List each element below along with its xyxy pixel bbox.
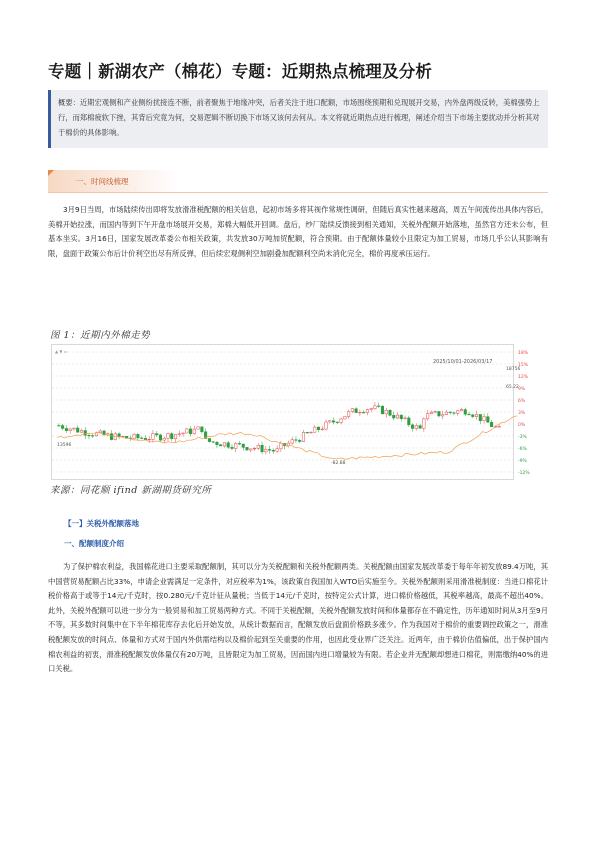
candle-body xyxy=(265,449,268,451)
candle-body xyxy=(321,429,324,430)
candle-body xyxy=(189,429,192,434)
candle-body xyxy=(302,432,305,441)
candle-body xyxy=(396,415,399,418)
candle-body xyxy=(351,409,354,412)
candle-body xyxy=(456,411,459,414)
candle-body xyxy=(479,414,482,420)
candle-body xyxy=(359,412,362,413)
candle-body xyxy=(430,412,433,413)
candle-body xyxy=(69,429,72,431)
candle-body xyxy=(148,439,151,440)
candle-body xyxy=(370,409,373,410)
figure-caption: 图 1：近期内外棉走势 xyxy=(50,330,151,341)
candle-body xyxy=(471,415,474,417)
paragraph-timeline-text: 3月9日当周，市场陆续传出即将发放滑准税配额的相关信息，起初市场多将其视作常规性调研，但随后真实性越来越高，周五午间流传出具体内容后，美棉开始拉涨，而国内等到下午开盘市场展开交易，郑棉大幅低开回调。盘后，纱厂陆续反馈接到相关通知，关税外配额开始落地，虽然官方还未公布，但基本坐实。3月16日，国家发展改革委公布相关政策，共发放30万吨加贸配额，符合预期。由于配额体量较小且限定为加工贸易，市场几乎公认其影响有限，盘面于政策公布后计价利空出尽有所反弹，但后续宏观侧利空加剧叠加配额利空尚未消化完全，棉价再度承压运行。 xyxy=(48,205,548,258)
subheading-quota: 【一】关税外配额落地 xyxy=(64,519,139,528)
candle-body xyxy=(340,419,343,422)
candle-body xyxy=(404,418,407,419)
candle-body xyxy=(155,434,158,435)
candle-body xyxy=(268,449,271,450)
candle-body xyxy=(389,410,392,415)
paragraph-quota xyxy=(48,560,548,677)
candle-body xyxy=(272,450,275,451)
summary-text: 概要：近期宏观侧和产业侧纷扰接连不断，前者聚焦于地缘冲突，后者关注于进口配额，市场围绕预期和兑现展开交易，内外盘两级反转，美棉强势上行，而郑棉疲软下挫，其背后究竟为何，交易逻辑不断切换下市场又该何去何从。本文将就近期热点进行梳理，阐述介绍当下市场主要扰动并分析其对于棉价的具体影响。 xyxy=(58,98,540,137)
summary-box xyxy=(48,90,548,148)
candle-body xyxy=(490,422,493,426)
candle-body xyxy=(291,440,294,443)
candle-body xyxy=(144,438,147,440)
candle-body xyxy=(242,444,245,447)
section-divider xyxy=(48,192,548,193)
candle-body xyxy=(140,438,143,439)
candle-body xyxy=(498,426,501,427)
candle-body xyxy=(464,410,467,415)
candle-body xyxy=(159,435,162,440)
candle-body xyxy=(212,442,215,443)
candle-body xyxy=(332,421,335,422)
candle-body xyxy=(483,417,486,421)
candle-body xyxy=(487,417,490,423)
candle-body xyxy=(91,436,94,437)
candle-body xyxy=(423,419,426,428)
candle-body xyxy=(419,426,422,429)
candle-body xyxy=(295,440,298,441)
candle-body xyxy=(88,435,91,436)
document-title: 专题｜新湖农产（棉花）专题：近期热点梳理及分析 xyxy=(48,62,433,81)
candle-body xyxy=(186,429,189,433)
candle-body xyxy=(400,415,403,419)
chart-low-label: -82.88 xyxy=(331,461,346,466)
right-axis-tick: 9% xyxy=(518,387,526,392)
chart-svg xyxy=(51,344,548,480)
chart-left-label: 13596 xyxy=(57,443,72,448)
candle-body xyxy=(317,427,320,430)
candle-body xyxy=(310,432,313,433)
candle-body xyxy=(408,418,411,425)
candle-body xyxy=(133,434,136,438)
candle-body xyxy=(381,406,384,414)
chart-legend-text: 2025/10/01-2026/03/17 xyxy=(433,359,493,365)
candle-body xyxy=(110,434,113,440)
candle-body xyxy=(253,448,256,449)
candle-body xyxy=(445,412,448,415)
candle-body xyxy=(468,414,471,415)
chart-corner-text: ▲ ▼ ▭ xyxy=(55,349,68,354)
candle-body xyxy=(249,449,252,450)
right-axis-tick: 3% xyxy=(518,411,526,416)
chart-high-label: 18756 xyxy=(506,367,521,372)
candle-body xyxy=(227,443,230,448)
candle-body xyxy=(152,434,155,440)
candle-body xyxy=(125,436,128,438)
candle-body xyxy=(61,426,64,429)
candle-body xyxy=(453,413,456,414)
candle-body xyxy=(313,427,316,432)
candle-body xyxy=(441,415,444,416)
candle-body xyxy=(280,443,283,448)
right-axis-tick: -9% xyxy=(518,459,527,464)
candle-body xyxy=(426,414,429,419)
candle-body xyxy=(80,431,83,433)
candle-body xyxy=(355,409,358,413)
section-corner-mark xyxy=(48,170,54,176)
candle-body xyxy=(434,411,437,412)
chart-source: 来源：同花顺 ifind 新湖期货研究所 xyxy=(50,485,212,496)
candle-body xyxy=(234,443,237,448)
candle-body xyxy=(238,443,241,444)
candle-body xyxy=(385,410,388,414)
candle-body xyxy=(374,406,377,409)
candle-body xyxy=(231,447,234,448)
candle-body xyxy=(178,434,181,435)
candle-body xyxy=(219,445,222,446)
candle-body xyxy=(197,427,200,429)
section-header xyxy=(48,170,548,192)
candle-body xyxy=(261,445,264,452)
subheading-quota-intro: 一、配额制度介绍 xyxy=(64,539,124,548)
candle-body xyxy=(208,438,211,441)
section-label: 一、时间线梳理 xyxy=(76,177,129,186)
price-chart xyxy=(51,344,548,480)
candle-body xyxy=(438,411,441,415)
candle-body xyxy=(344,416,347,419)
right-axis-tick: 0% xyxy=(518,423,526,428)
candle-body xyxy=(377,406,380,407)
candle-body xyxy=(216,442,219,445)
candle-body xyxy=(366,410,369,413)
candle-body xyxy=(347,411,350,416)
right-axis-tick: -3% xyxy=(518,435,527,440)
candle-body xyxy=(65,428,68,430)
candle-body xyxy=(193,429,196,434)
candle-body xyxy=(336,422,339,423)
candle-body xyxy=(73,428,76,429)
candle-body xyxy=(76,428,79,432)
candle-body xyxy=(411,425,414,429)
candle-body xyxy=(392,415,395,418)
candle-body xyxy=(201,427,204,432)
candle-body xyxy=(223,443,226,446)
candle-body xyxy=(329,421,332,422)
candle-body xyxy=(306,432,309,433)
right-axis-tick: -6% xyxy=(518,447,527,452)
candle-body xyxy=(449,412,452,413)
candle-body xyxy=(460,410,463,411)
candle-body xyxy=(415,426,418,429)
candle-body xyxy=(298,440,301,441)
candle-body xyxy=(118,434,121,437)
candle-body xyxy=(257,445,260,448)
candle-body xyxy=(276,449,279,451)
candle-body xyxy=(58,426,61,427)
right-axis-tick: 6% xyxy=(518,399,526,404)
right-axis-tick: 12% xyxy=(518,375,529,380)
candle-body xyxy=(170,434,173,439)
paragraph-timeline xyxy=(48,203,548,261)
right-axis-tick: 15% xyxy=(518,363,529,368)
candle-body xyxy=(174,435,177,439)
candle-body xyxy=(167,434,170,439)
right-axis-tick: 18% xyxy=(518,351,529,356)
candle-body xyxy=(163,438,166,440)
candle-body xyxy=(362,412,365,413)
candle-body xyxy=(182,433,185,434)
candle-body xyxy=(246,447,249,450)
candle-body xyxy=(137,434,140,438)
right-axis-tick: -12% xyxy=(518,471,530,476)
candle-body xyxy=(325,422,328,429)
paragraph-quota-text: 为了保护棉农利益，我国棉花进口主要采取配额制，其可以分为关税配额和关税外配额两类。关税配额由国家发展改革委于每年年初发放89.4万吨，其中国营贸易配额占比33%，申请企业需满足一定条件，对应税率为1%，该政策自我国加入WTO后实施至今。关税外配额则采用滑准税制度：当进口棉花计税价格高于或等于14元/千克时，按0.280元/千克计征从量税；当低于14元/千克时，按特定公式计算，进口棉价格越低，其税率越高，最高不超出40%。此外，关税外配额可以进一步分为一般贸易和加工贸易两种方式。不同于关税配额，关税外配额发放时间和体量都存在不确定性，历年通知时间从3月至9月不等，其多数时间集中在下半年棉花库存去化后开始发放，从统计数据而言，配额发放后盘面价格跌多涨少。作为我国对于棉价的重要调控政策之一，滑准税配额发放的时间点、体量和方式对于国内外供需结构以及棉价起到至关重要的作用，也因此受业界广泛关注。近两年，由于棉价估值偏低，出于保护国内棉农利益的初衷，滑准税配额发放体量仅有20万吨，且皆限定为加工贸易，因而国内进口增量较为有限。若企业并无配额却想进口棉花，则需缴纳40%的进口关税。 xyxy=(48,562,548,674)
candle-body xyxy=(475,414,478,416)
chart-last-label: 65.22 xyxy=(506,385,519,390)
